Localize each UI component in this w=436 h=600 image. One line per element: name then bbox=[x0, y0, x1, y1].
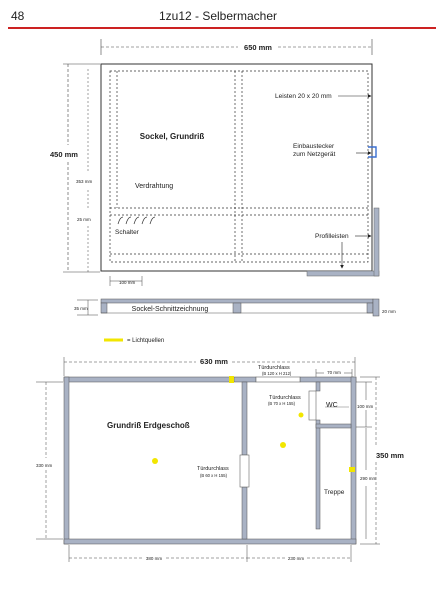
dim-230: 230 mm bbox=[287, 556, 305, 561]
floor-width-label: 630 mm bbox=[200, 357, 228, 366]
door1-size: (B 120 x H 212) bbox=[262, 371, 292, 376]
light-right-room bbox=[280, 442, 286, 448]
plan-title: Sockel, Grundriß bbox=[139, 132, 205, 141]
legend bbox=[104, 338, 164, 344]
doors bbox=[240, 377, 316, 487]
height-label: 450 mm bbox=[50, 150, 78, 159]
door-2 bbox=[309, 391, 316, 420]
treppe-label: Treppe bbox=[324, 489, 345, 496]
dim-35: 35 mm bbox=[74, 306, 88, 311]
verdrahtung-label: Verdrahtung bbox=[135, 183, 174, 190]
dim-100: 100 mm bbox=[119, 280, 136, 285]
door1-label: Türdurchlass bbox=[258, 365, 290, 371]
door-1 bbox=[256, 377, 300, 382]
dim-25: 25 mm bbox=[77, 217, 91, 222]
section-drawing bbox=[74, 299, 396, 316]
einbau-line2: zum Netzgerät bbox=[293, 151, 336, 158]
dim-290: 290 mm bbox=[360, 476, 377, 481]
width-label: 650 mm bbox=[244, 43, 272, 52]
dim-70: 70 mm bbox=[327, 370, 341, 375]
door3-size: (B 60 x H 155) bbox=[200, 473, 227, 478]
leisten-label: Leisten 20 x 20 mm bbox=[275, 93, 332, 100]
light-left-room bbox=[152, 458, 158, 464]
light-door-top bbox=[229, 376, 234, 383]
light-wc-door bbox=[299, 413, 304, 418]
wc-label: WC bbox=[326, 402, 338, 409]
switch-symbols bbox=[118, 217, 155, 224]
door2-size: (B 70 x H 155) bbox=[268, 401, 295, 406]
light-right-wall bbox=[349, 467, 355, 472]
door2-label: Türdurchlass bbox=[269, 395, 301, 401]
floor-height-label: 350 mm bbox=[376, 451, 404, 460]
floor-plan bbox=[36, 357, 404, 562]
page-number: 48 bbox=[11, 9, 25, 23]
door3-label: Türdurchlass bbox=[197, 466, 229, 472]
top-plan bbox=[50, 39, 379, 286]
dim-380: 380 mm bbox=[145, 556, 163, 561]
page-title: 1zu12 - Selbermacher bbox=[158, 9, 278, 23]
floor-plan-title: Grundriß Erdgeschoß bbox=[107, 421, 190, 430]
dim-353: 353 mm bbox=[76, 179, 93, 184]
door-3 bbox=[240, 455, 249, 487]
dim-330: 330 mm bbox=[36, 463, 53, 468]
dim-100-right: 100 mm bbox=[357, 404, 374, 409]
profilleisten-label: Profilleisten bbox=[315, 233, 349, 240]
section-label: Sockel-Schnittzeichnung bbox=[131, 306, 209, 313]
profile-rail-right bbox=[374, 208, 379, 276]
legend-label: = Lichtquellen bbox=[127, 338, 165, 344]
einbau-line1: Einbaustecker bbox=[293, 143, 335, 150]
height-dimension bbox=[50, 64, 100, 272]
width-dimension bbox=[101, 39, 372, 55]
schalter-label: Schalter bbox=[115, 229, 139, 236]
dim-20: 20 mm bbox=[382, 309, 396, 314]
profile-rail-bottom bbox=[307, 271, 379, 276]
